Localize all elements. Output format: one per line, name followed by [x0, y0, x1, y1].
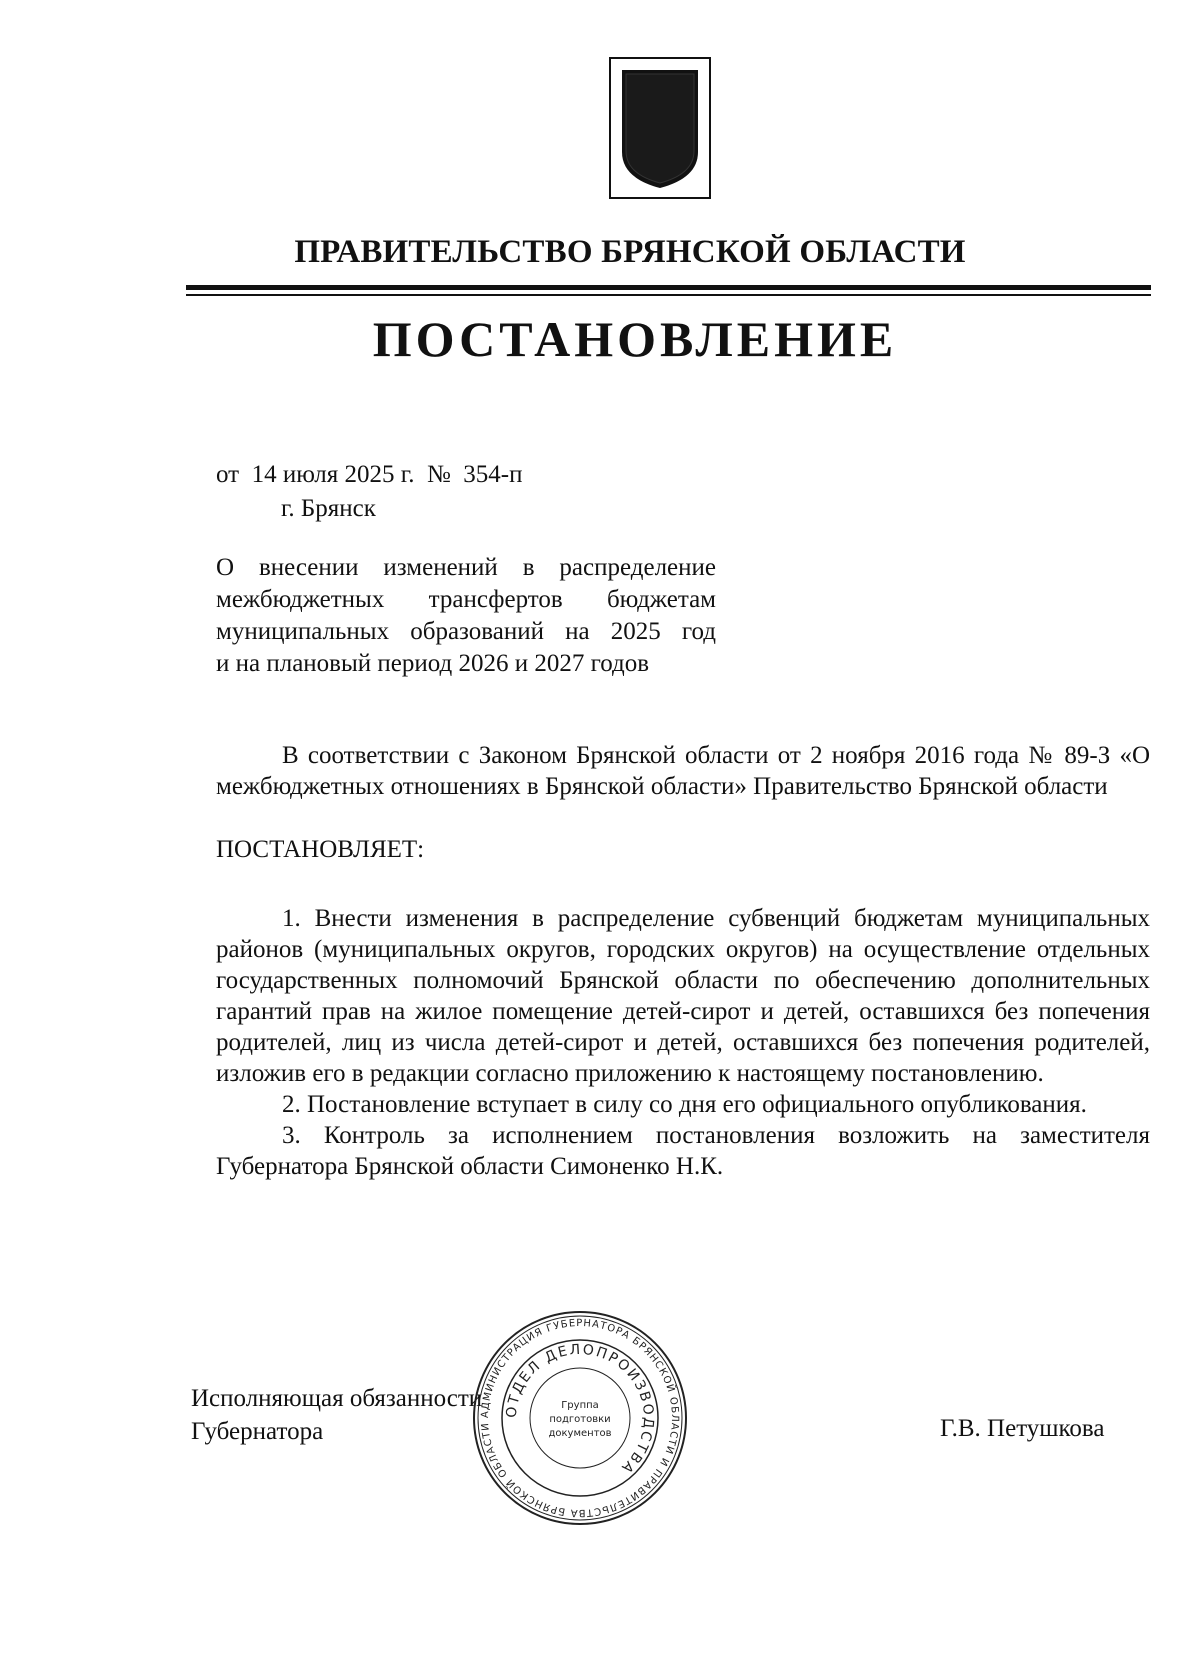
document-subject [216, 552, 716, 680]
decree-point: 2. Постановление вступает в силу со дня его официального опубликования. [282, 1091, 1087, 1118]
official-stamp [470, 1308, 690, 1528]
stamp-center-line: документов [548, 1428, 612, 1439]
date-number-line: от 14 июля 2025 г. № 354-п [216, 461, 523, 488]
subject-line: О внесении изменений в распределение [216, 554, 716, 581]
decree-point: 1. Внести изменения в распределение субвенций бюджетам муниципальных районов (муниципальных округов, городских округов) на осуществление отдельных государственных полномочий Брянской области по обеспечению дополнительных гарантий прав на жилое помещение детей-сирот и детей, оставшихся без попечения родителей, лиц из числа детей-сирот и детей, оставшихся без попечения родителей, изложив его в редакции согласно приложению к настоящему постановлению. [216, 905, 1150, 1087]
decree-word: ПОСТАНОВЛЯЕТ: [216, 836, 425, 863]
preamble-paragraph [216, 740, 1150, 802]
preamble-text: В соответствии с Законом Брянской области от 2 ноября 2016 года № 89-З «О межбюджетных отношениях в Брянской области» Правительство Брянской области [216, 742, 1150, 800]
coat-of-arms-icon [608, 56, 712, 200]
decree-points [216, 903, 1150, 1182]
document-type-title: ПОСТАНОВЛЕНИЕ [372, 311, 898, 367]
document-meta [216, 458, 523, 526]
decree-point: 3. Контроль за исполнением постановления возложить на заместителя Губернатора Брянской области Симоненко Н.К. [216, 1122, 1150, 1180]
position-line: Исполняющая обязанности [191, 1385, 483, 1412]
stamp-ring-text: ОТДЕЛ ДЕЛОПРОИЗВОДСТВА [503, 1341, 657, 1478]
stamp-center-line: подготовки [549, 1414, 611, 1425]
signature-position [191, 1382, 482, 1448]
subject-line: и на плановый период 2026 и 2027 годов [216, 650, 650, 677]
position-line: Губернатора [191, 1418, 324, 1445]
header-rule-thick [186, 285, 1151, 290]
subject-line: муниципальных образований на 2025 год [216, 618, 716, 645]
organization-title: ПРАВИТЕЛЬСТВО БРЯНСКОЙ ОБЛАСТИ [294, 234, 966, 270]
city-line: г. Брянск [281, 495, 376, 522]
subject-line: межбюджетных трансфертов бюджетам [216, 586, 716, 613]
signer-name: Г.В. Петушкова [940, 1415, 1105, 1442]
stamp-outer-text: АДМИНИСТРАЦИЯ ГУБЕРНАТОРА БРЯНСКОЙ ОБЛАСТИ И ПРАВИТЕЛЬСТВА БРЯНСКОЙ ОБЛАСТИ [479, 1317, 681, 1519]
header-rule-thin [186, 294, 1151, 296]
stamp-center-line: Группа [561, 1400, 599, 1411]
